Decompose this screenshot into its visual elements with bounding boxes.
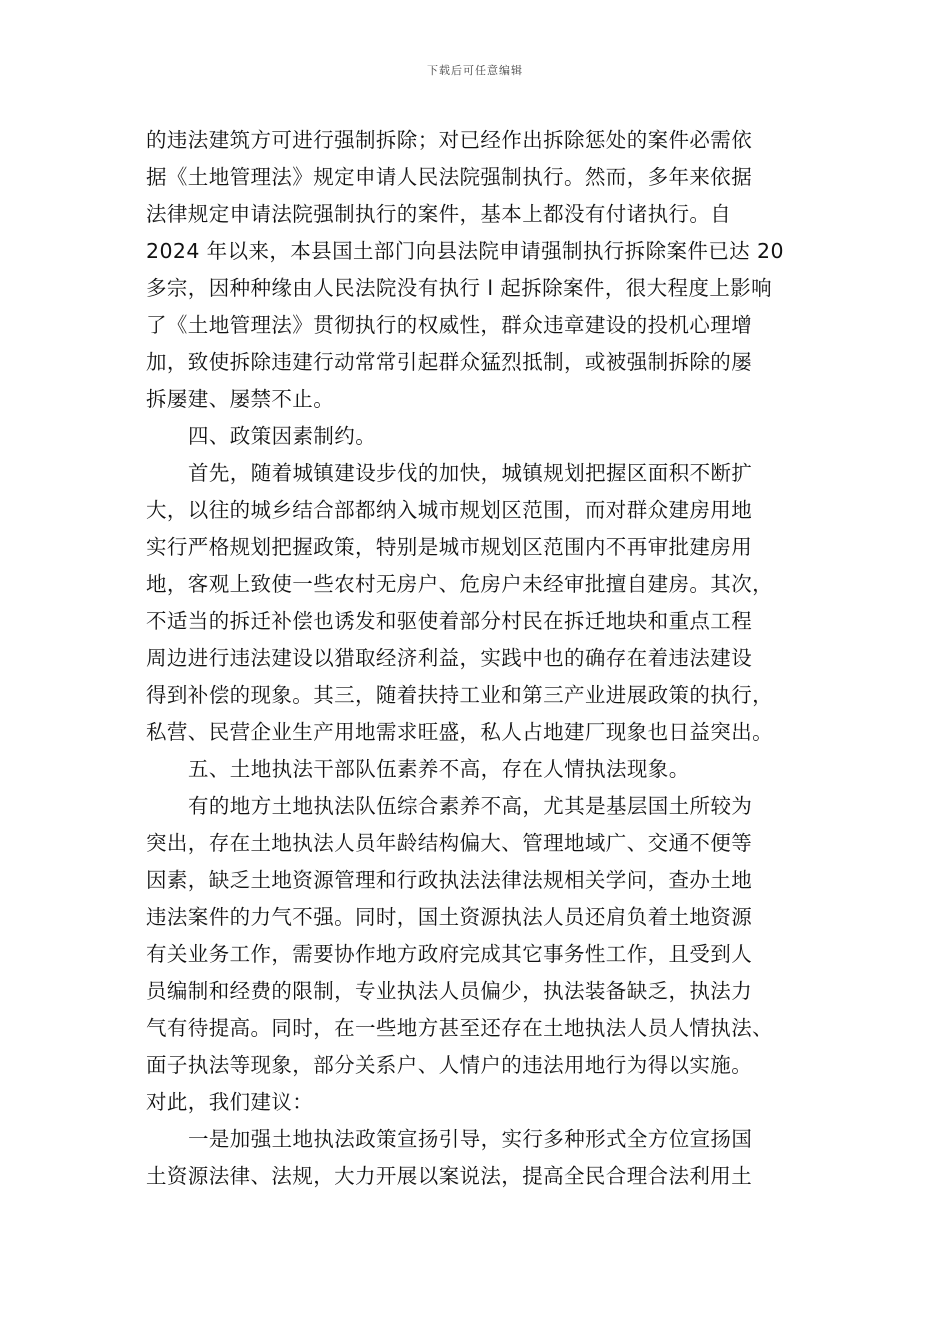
text-line: 不适当的拆迁补偿也诱发和驱使着部分村民在拆迁地块和重点工程 (146, 609, 753, 633)
text-line: 首先，随着城镇建设步伐的加快，城镇规划把握区面积不断扩 (188, 461, 753, 485)
text-line: 突出，存在土地执法人员年龄结构偏大、管理地域广、交通不便等 (146, 831, 753, 855)
text-line: 的违法建筑方可进行强制拆除；对已经作出拆除惩处的案件必需依 (146, 128, 753, 152)
text-line: 四、政策因素制约。 (188, 424, 377, 448)
text-line: 周边进行违法建设以猎取经济利益，实践中也的确存在着违法建设 (146, 646, 753, 670)
text-line: 五、土地执法干部队伍素养不高，存在人情执法现象。 (188, 757, 690, 781)
text-line: 面子执法等现象，部分关系户、人情户的违法用地行为得以实施。 (146, 1053, 753, 1077)
text-line: 大，以往的城乡结合部都纳入城市规划区范围，而对群众建房用地 (146, 498, 753, 522)
text-line: 加，致使拆除违建行动常常引起群众猛烈抵制，或被强制拆除的屡 (146, 350, 753, 374)
text-line: 了《土地管理法》贯彻执行的权威性，群众违章建设的投机心理增 (146, 313, 753, 337)
text-line: 拆屡建、屡禁不止。 (146, 387, 335, 411)
text-line: 土资源法律、法规，大力开展以案说法，提高全民合理合法利用土 (146, 1164, 753, 1188)
text-line: 员编制和经费的限制，专业执法人员偏少，执法装备缺乏，执法力 (146, 979, 753, 1003)
text-line: 气有待提高。同时，在一些地方甚至还存在土地执法人员人情执法、 (146, 1016, 773, 1040)
document-body (146, 122, 816, 1195)
text-line: 一是加强土地执法政策宣扬引导，实行多种形式全方位宣扬国 (188, 1127, 753, 1151)
text-line: 私营、民营企业生产用地需求旺盛，私人占地建厂现象也日益突出。 (146, 720, 773, 744)
text-line: 得到补偿的现象。其三，随着扶持工业和第三产业进展政策的执行， (146, 683, 773, 707)
text-line: 2024 年以来，本县国土部门向县法院申请强制执行拆除案件已达 20 (146, 239, 784, 263)
page-header: 下载后可任意编辑 (427, 64, 523, 77)
text-line: 法律规定申请法院强制执行的案件，基本上都没有付诸执行。自 (146, 202, 732, 226)
text-line: 因素，缺乏土地资源管理和行政执法法律法规相关学问，查办土地 (146, 868, 753, 892)
text-line: 违法案件的力气不强。同时，国土资源执法人员还肩负着土地资源 (146, 905, 753, 929)
text-line: 地，客观上致使一些农村无房户、危房户未经审批擅自建房。其次， (146, 572, 773, 596)
text-line: 对此，我们建议： (146, 1090, 314, 1114)
text-line: 实行严格规划把握政策，特别是城市规划区范围内不再审批建房用 (146, 535, 753, 559)
text-line: 据《土地管理法》规定申请人民法院强制执行。然而，多年来依据 (146, 165, 753, 189)
text-line: 有的地方土地执法队伍综合素养不高，尤其是基层国土所较为 (188, 794, 753, 818)
text-line: 多宗，因种种缘由人民法院没有执行 l 起拆除案件，很大程度上影响 (146, 276, 773, 300)
text-line: 有关业务工作，需要协作地方政府完成其它事务性工作，且受到人 (146, 942, 753, 966)
